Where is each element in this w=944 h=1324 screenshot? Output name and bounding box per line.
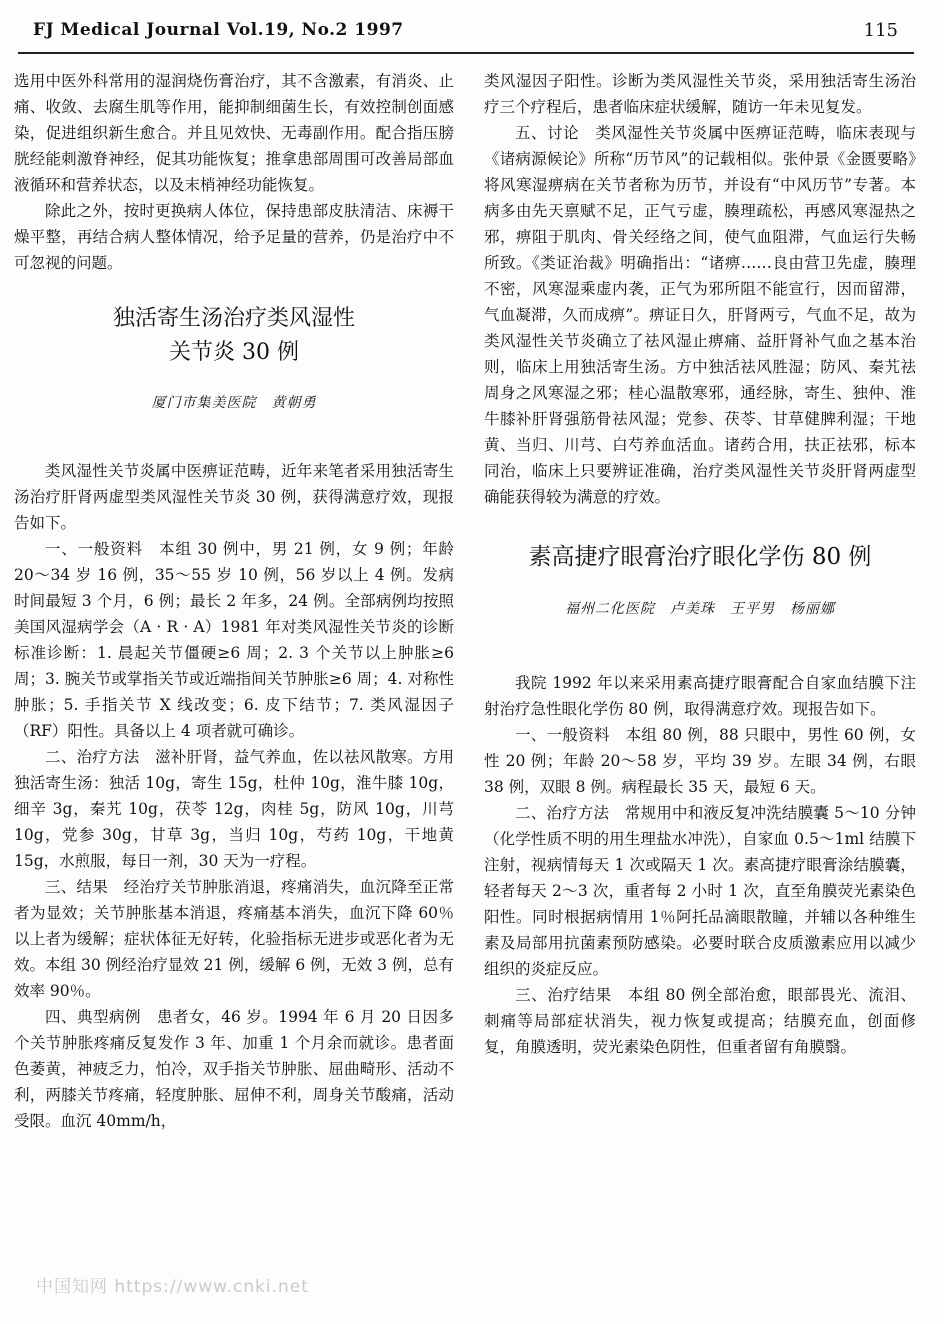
section-discussion: 五、讨论 类风湿性关节炎属中医痹证范畴，临床表现与《诸病源候论》所称“历节风”的记载相似。张仲景《金匮要略》将风寒湿痹病在关节者称为历节，并设有“中风历节”专著。本病多由先天禀赋不足，正气亏虚，腠理疏松，再感风寒湿热之邪，痹阻于肌肉、骨关经络之间，使气血阻滞，气血运行失畅所致。《类证治裁》明确指出：“诸痹……良由营卫先虚，腠理不密，风寒湿乘虚内袭，正气为邪所阻不能宣行，因而留滞，气血凝滞，久而成痹”。痹证日久，肝肾两亏，气血不足，故为类风湿性关节炎确立了祛风湿止痹痛、益肝肾补气血之基本治则，临床上用独活寄生汤。方中独活祛风胜湿；防风、秦艽祛周身之风寒湿之邪；桂心温散寒邪，通经脉，寄生、独仲、淮牛膝补肝肾强筋骨祛风湿；党参、茯苓、甘草健脾利湿；干地黄、当归、川芎、白芍养血活血。诸药合用，扶正祛邪，标本同治，临床上只要辨证准确，治疗类风湿性关节炎肝肾两虚型确能获得较为满意的疗效。 [484,124,916,506]
section-treatment-method: 二、治疗方法 滋补肝肾，益气养血，佐以祛风散寒。方用独活寄生汤：独活 10g，寄生 15g，杜仲 10g，淮牛膝 10g，细辛 3g，秦艽 10g，茯苓 12g，肉桂 5g，防风 10g，川芎 10g，党参 30g，甘草 3g，当归 10g，芍药 10g，干地黄 15g，水煎服，每日一剂，30 天为一疗程。 [14,748,454,870]
article-title: 素高捷疗眼膏治疗眼化学伤 80 例 [528,544,872,570]
article-author: 福州二化医院 卢美珠 王平男 杨丽娜 [565,601,835,617]
paragraph: 选用中医外科常用的湿润烧伤膏治疗，其不含激素，有消炎、止痛、收敛、去腐生肌等作用，能抑制细菌生长，有效控制创面感染，促进组织新生愈合。并且见效快、无毒副作用。配合指压膀胱经能刺激脊神经，促其功能恢复；推拿患部周围可改善局部血液循环和营养状态，以及末梢神经功能恢复。 [14,72,454,194]
article-author: 厦门市集美医院 黄朝勇 [151,395,317,411]
section-typical-case: 四、典型病例 患者女，46 岁。1994 年 6 月 20 日因多个关节肿胀疼痛反复发作 3 年、加重 1 个月余而就诊。患者面色萎黄，神疲乏力，怕冷，双手指关节肿胀、屈曲畸形、活动不利，两膝关节疼痛，轻度肿胀、屈伸不利，周身关节酸痛，活动受限。血沉 40mm/h， [14,1008,454,1130]
journal-citation: FJ Medical Journal Vol.19, No.2 1997 [33,20,404,40]
paragraph: 除此之外，按时更换病人体位，保持患部皮肤清洁、床褥干燥平整，再结合病人整体情况，给予足量的营养，仍是治疗中不可忽视的问题。 [14,202,454,272]
paragraph: 类风湿性关节炎属中医痹证范畴，近年来笔者采用独活寄生汤治疗肝肾两虚型类风湿性关节炎 30 例，获得满意疗效，现报告如下。 [14,462,454,532]
page-number: 115 [863,20,898,41]
section-results: 三、结果 经治疗关节肿胀消退，疼痛消失，血沉降至正常者为显效；关节肿胀基本消退，疼痛基本消失，血沉下降 60％以上者为缓解；症状体征无好转，化验指标无进步或恶化者为无效。本组 30 例经治疗显效 21 例，缓解 6 例，无效 3 例，总有效率 90％。 [14,878,454,1000]
paragraph: 我院 1992 年以来采用素高捷疗眼膏配合自家血结膜下注射治疗急性眼化学伤 80 例，取得满意疗效。现报告如下。 [484,674,916,718]
section-general-data: 一、一般资料 本组 30 例中，男 21 例，女 9 例；年龄 20～34 岁 16 例，35～55 岁 10 例，56 岁以上 4 例。发病时间最短 3 个月，6 例；最长 2 年多，24 例。全部病例均按照美国风湿病学会（A · R · A）1981 年对类风湿性关节炎的诊断标准诊断：1. 晨起关节僵硬≥6 周；2. 3 个关节以上肿胀≥6 周；3. 腕关节或掌指关节或近端指间关节肿胀≥6 周；4. 对称性肿胀；5. 手指关节 X 线改变；6. 皮下结节；7. 类风湿因子（RF）阳性。具备以上 4 项者就可确诊。 [14,540,454,740]
running-header [33,20,898,50]
section-general-data: 一、一般资料 本组 80 例，88 只眼中，男性 60 例，女性 20 例；年龄 20～58 岁，平均 39 岁。左眼 34 例，右眼 38 例，双眼 8 例。病程最长 35 天，最短 6 天。 [484,726,916,796]
article-title-line: 关节炎 30 例 [169,340,299,365]
paragraph: 类风湿因子阳性。诊断为类风湿性关节炎，采用独活寄生汤治疗三个疗程后，患者临床症状缓解，随访一年未见复发。 [484,72,916,116]
section-results: 三、治疗结果 本组 80 例全部治愈，眼部畏光、流泪、刺痛等局部症状消失，视力恢复或提高；结膜充血，创面修复，角膜透明，荧光素染色阴性，但重者留有角膜翳。 [484,986,916,1056]
right-column [484,68,916,1060]
article-title-line: 独活寄生汤治疗类风湿性 [112,306,355,331]
watermark: 中国知网 https://www.cnki.net [36,1277,309,1297]
header-rule [18,52,914,54]
section-treatment-method: 二、治疗方法 常规用中和液反复冲洗结膜囊 5～10 分钟（化学性质不明的用生理盐水冲洗），自家血 0.5～1ml 结膜下注射，视病情每天 1 次或隔天 1 次。素高捷疗眼膏涂结膜囊，轻者每天 2～3 次，重者每 2 小时 1 次，直至角膜荧光素染色阳性。同时根据病情用 1％阿托品滴眼散瞳，并辅以各种维生素及局部用抗菌素预防感染。必要时联合皮质激素应用以减少组织的炎症反应。 [484,804,916,978]
left-column [14,68,454,1134]
article-title [14,302,454,370]
